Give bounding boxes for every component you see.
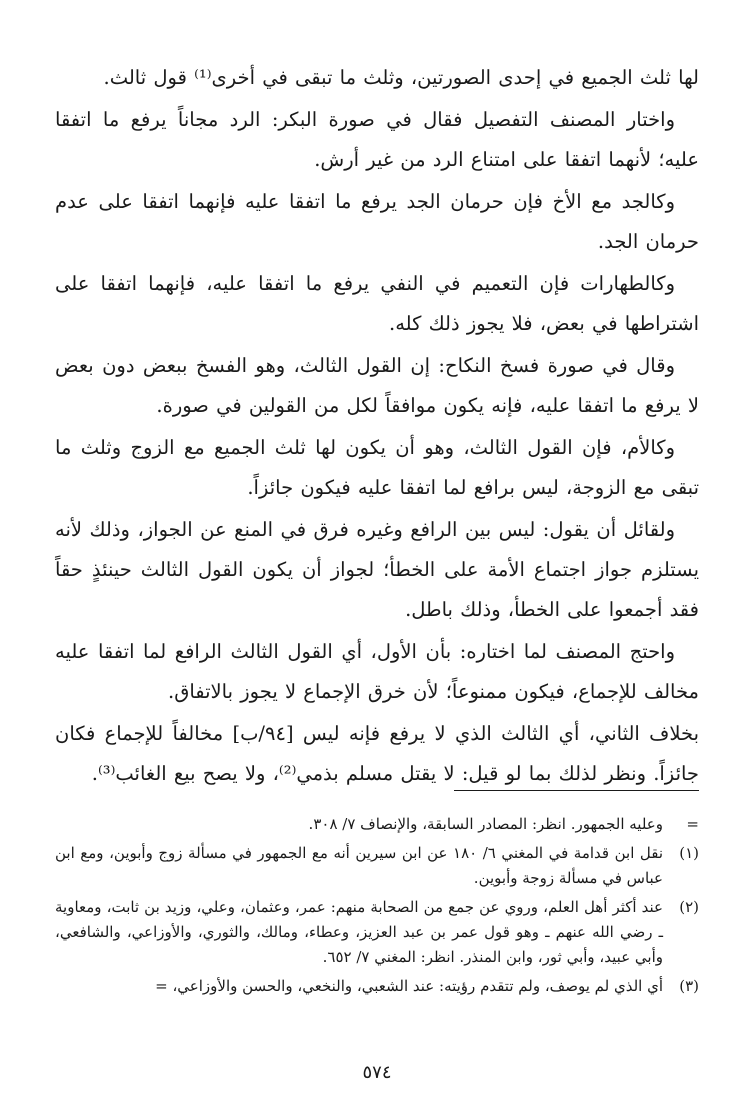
main-text <box>55 58 699 794</box>
footnote-mark: = <box>686 815 699 833</box>
footnote-mark: (١) <box>679 844 699 862</box>
paragraph-7: ولقائل أن يقول: ليس بين الرافع وغيره فرق في المنع عن الجواز، وذلك لأنه يستلزم جواز اجتماع الأمة على الخطأ؛ لجواز أن يكون القول الثالث حينئذٍ حقاً فقد أجمعوا على الخطأ، وذلك باطل. <box>55 518 699 621</box>
footnote-text: وعليه الجمهور. انظر: المصادر السابقة، والإنصاف ٧/ ٣٠٨. <box>308 815 663 833</box>
footnote-continuation <box>55 812 699 837</box>
footnote-3 <box>55 974 699 999</box>
paragraph-8: واحتج المصنف لما اختاره: بأن الأول، أي القول الثالث الرافع لما اتفقا عليه مخالف للإجماع، فيكون ممنوعاً؛ لأن خرق الإجماع لا يجوز بالاتفاق. <box>55 640 699 703</box>
footnote-1 <box>55 841 699 891</box>
paragraph-2: واختار المصنف التفصيل فقال في صورة البكر: الرد مجاناً يرفع ما اتفقا عليه؛ لأنهما اتفقا على امتناع الرد من غير أرش. <box>55 108 699 171</box>
footnote-divider <box>454 790 699 791</box>
page-number: ٥٧٤ <box>362 1062 392 1083</box>
paragraph-5: وقال في صورة فسخ النكاح: إن القول الثالث، وهو الفسخ ببعض دون بعض لا يرفع ما اتفقا عليه، فإنه يكون موافقاً لكل من القولين في صورة. <box>55 354 699 417</box>
paragraph-3: وكالجد مع الأخ فإن حرمان الجد يرفع ما اتفقا عليه فإنهما اتفقا على عدم حرمان الجد. <box>55 190 699 253</box>
footnote-mark: (٢) <box>679 898 699 916</box>
paragraph-6: وكالأم، فإن القول الثالث، وهو أن يكون لها ثلث الجميع مع الزوج وثلث ما تبقى مع الزوجة، ليس برافع لما اتفقا عليه فيكون جائزاً. <box>55 436 699 499</box>
paragraph-4: وكالطهارات فإن التعميم في النفي يرفع ما اتفقا عليه، فإنهما اتفقا على اشتراطها في بعض، فلا يجوز ذلك كله. <box>55 272 699 335</box>
paragraph-1: لها ثلث الجميع في إحدى الصورتين، وثلث ما تبقى في أخرى⁽¹⁾ قول ثالث. <box>103 66 699 89</box>
footnote-text: نقل ابن قدامة في المغني ٦/ ١٨٠ عن ابن سيرين أنه مع الجمهور في مسألة زوج وأبوين، ومع ابن عباس في مسألة زوجة وأبوين. <box>55 844 664 887</box>
paragraph-9: بخلاف الثاني، أي الثالث الذي لا يرفع فإنه ليس [٩٤/ب] مخالفاً للإجماع فكان جائزاً. ونظر لذلك بما لو قيل: لا يقتل مسلم بذمي⁽²⁾، ولا يصح بيع الغائب⁽³⁾. <box>55 722 699 785</box>
footnote-2 <box>55 895 699 970</box>
footnote-text: أي الذي لم يوصف، ولم تتقدم رؤيته: عند الشعبي، والنخعي، والحسن والأوزاعي، = <box>155 977 663 995</box>
footnotes <box>55 812 699 1003</box>
footnote-mark: (٣) <box>679 977 699 995</box>
footnote-text: عند أكثر أهل العلم، وروي عن جمع من الصحابة منهم: عمر، وعثمان، وعلي، وزيد بن ثابت، ومعاوية ـ رضي الله عنهم ـ وهو قول عمر بن عبد العزيز، وعطاء، ومالك، والثوري، والأوزاعي، والشافعي، وأبي عبيد، وأبي ثور، وابن المنذر. انظر: المغني ٧/ ٦٥٢. <box>55 898 663 966</box>
